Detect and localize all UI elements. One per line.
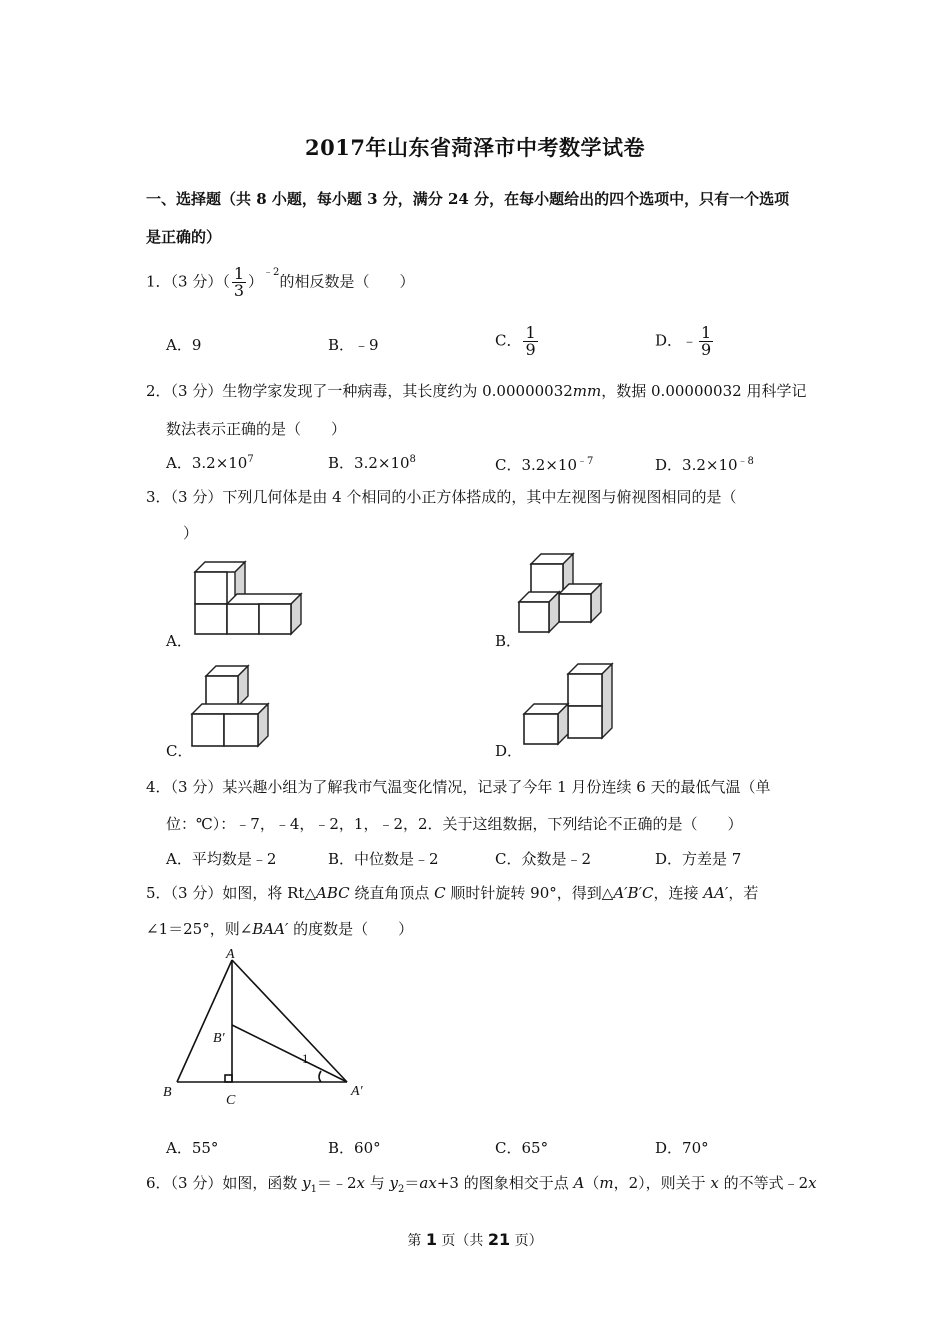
q2-c-base: C．3.2×10 [495, 456, 577, 474]
page-footer [0, 1230, 950, 1250]
question-5 [146, 882, 758, 903]
q1-prefix: 1．（3 分）（ [146, 272, 230, 291]
q2-text-a: 2．（3 分）生物学家发现了一种病毒，其长度约为 0.00000032 [146, 382, 573, 400]
label-ap: A′ [351, 1084, 363, 1099]
q1-d-den: 9 [701, 340, 712, 359]
q6-text-h: 的不等式﹣2 [718, 1174, 809, 1192]
q1-c-num: 1 [525, 323, 536, 342]
q2-unit: mm [572, 382, 602, 400]
q6-text-b: ＝﹣2 [316, 1174, 357, 1192]
q2-d-exp: ﹣8 [737, 456, 754, 467]
q4-option-c[interactable]: C．众数是﹣2 [495, 850, 592, 868]
q1-frac-den: 3 [233, 281, 245, 300]
question-4-cont: 位：℃）：﹣7，﹣4，﹣2，1，﹣2，2．关于这组数据，下列结论不正确的是（ ） [166, 815, 743, 833]
cube-figure-d [524, 664, 612, 744]
q1-option-d-fraction [699, 325, 713, 358]
question-2 [146, 380, 806, 401]
q5-baap: BAA′ [252, 920, 289, 938]
q2-option-c[interactable] [495, 452, 593, 475]
angle-1-arc [319, 1071, 321, 1082]
q6-text-f: （ [584, 1174, 600, 1192]
q4-option-b[interactable]: B．中位数是﹣2 [328, 850, 439, 868]
q1-option-d-label: D．﹣ [655, 331, 698, 350]
q5-text-e: ，若 [728, 884, 759, 902]
q2-b-base: B．3.2×10 [328, 454, 410, 472]
label-b: B [163, 1085, 172, 1100]
page-title: 2017年山东省菏泽市中考数学试卷 [305, 135, 645, 160]
q6-text-d: ＝ [404, 1174, 420, 1192]
q2-option-d[interactable] [655, 452, 754, 475]
q1-option-b[interactable]: B．﹣9 [328, 336, 379, 354]
label-c: C [226, 1093, 236, 1108]
q6-text-a: 6．（3 分）如图，函数 [146, 1174, 303, 1192]
q2-option-b[interactable] [328, 452, 416, 473]
q6-point-a: A [573, 1174, 585, 1192]
question-3: 3．（3 分）下列几何体是由 4 个相同的小正方体搭成的，其中左视图与俯视图相同的是（ [146, 488, 737, 506]
question-1 [146, 266, 414, 299]
q5-option-c[interactable]: C．65° [495, 1139, 549, 1157]
q5-triangle-figure [155, 945, 385, 1110]
footer-pre: 第 [407, 1233, 426, 1249]
q2-c-exp: ﹣7 [577, 456, 594, 467]
q1-option-c-label: C． [495, 331, 522, 350]
q6-y1: y [302, 1174, 311, 1192]
q6-y2-sub: 2 [398, 1184, 405, 1195]
q1-exponent: ﹣2 [263, 266, 280, 278]
q6-x2: x [710, 1174, 719, 1192]
q2-a-base: A．3.2×10 [166, 454, 248, 472]
q5-abc: ABC [315, 884, 350, 902]
q6-m: m [599, 1174, 614, 1192]
q5-option-a[interactable]: A．55° [166, 1139, 219, 1157]
q1-option-a[interactable]: A．9 [166, 336, 202, 354]
q2-b-exp: 8 [409, 454, 416, 465]
cube-figure-c [192, 666, 268, 746]
line-bpap [232, 1025, 347, 1082]
q3-option-b[interactable]: B． [495, 632, 522, 650]
q6-y1-sub: 1 [310, 1184, 317, 1195]
q5-text-a: 5．（3 分）如图，将 Rt△ [146, 884, 316, 902]
q3-option-c[interactable]: C． [166, 742, 193, 760]
q1-c-den: 9 [525, 340, 536, 359]
q3-figure-b [515, 550, 610, 635]
q3-option-d[interactable]: D． [495, 742, 523, 760]
q3-figure-a [185, 558, 310, 638]
q6-text-e: +3 的图象相交于点 [436, 1174, 574, 1192]
line-ab [177, 960, 232, 1082]
right-angle-mark [225, 1075, 232, 1082]
footer-total-pages: 21 [487, 1230, 511, 1249]
question-4: 4．（3 分）某兴趣小组为了解我市气温变化情况，记录了今年 1 月份连续 6 天的最低气温（单 [146, 778, 771, 796]
footer-mid: 页（共 [436, 1233, 488, 1249]
q5-text-b: 绕直角顶点 [349, 884, 435, 902]
cube-figure-a [195, 562, 301, 634]
q6-y2: y [389, 1174, 399, 1192]
q5-text-f: ∠1＝25°，则∠ [146, 920, 253, 938]
q6-ax: ax [419, 1174, 437, 1192]
q6-text-c: 与 [365, 1174, 390, 1192]
q5-c: C [434, 884, 446, 902]
q4-option-a[interactable]: A．平均数是﹣2 [166, 850, 277, 868]
q1-d-num: 1 [701, 323, 712, 342]
label-bp: B′ [213, 1031, 225, 1046]
q5-text-c: 顺时针旋转 90°，得到△ [445, 884, 614, 902]
q1-option-d[interactable] [655, 325, 715, 358]
q5-text-g: 的度数是（ ） [288, 920, 414, 938]
q5-apbpc: A′B′C [613, 884, 654, 902]
q1-paren: ） [248, 272, 264, 291]
section-heading-cont: 是正确的） [146, 228, 222, 246]
footer-page-number: 1 [425, 1230, 437, 1249]
q1-fraction [232, 266, 246, 299]
footer-post: 页） [510, 1233, 543, 1249]
q2-d-base: D．3.2×10 [655, 456, 738, 474]
q3-figure-c [188, 662, 278, 750]
label-angle-1: 1 [302, 1051, 309, 1066]
q5-option-d[interactable]: D．70° [655, 1139, 709, 1157]
question-5-cont [146, 918, 413, 939]
section-heading: 一、选择题（共 8 小题，每小题 3 分，满分 24 分，在每小题给出的四个选项中，只有一个选项 [146, 190, 790, 208]
cube-figure-b [519, 554, 601, 632]
question-2-cont: 数法表示正确的是（ ） [166, 420, 347, 438]
q6-x1: x [356, 1174, 365, 1192]
q4-option-d[interactable]: D．方差是 7 [655, 850, 742, 868]
q3-option-a[interactable]: A． [166, 632, 192, 650]
question-6 [146, 1172, 817, 1195]
question-3-cont: ） [183, 524, 199, 542]
q1-frac-num: 1 [233, 264, 245, 283]
q1-option-c[interactable] [495, 325, 540, 358]
q5-aap: AA′ [703, 884, 729, 902]
line-aap [232, 960, 347, 1082]
label-a: A [226, 947, 235, 962]
q2-a-exp: 7 [247, 454, 254, 465]
q1-tail: 的相反数是（ ） [279, 272, 415, 291]
q5-option-b[interactable]: B．60° [328, 1139, 381, 1157]
q5-text-d: ，连接 [653, 884, 704, 902]
q6-text-g: ，2），则关于 [613, 1174, 711, 1192]
q2-option-a[interactable] [166, 452, 254, 473]
q3-figure-d [520, 660, 625, 750]
q1-option-c-fraction [523, 325, 537, 358]
q2-text-b: ，数据 0.00000032 用科学记 [601, 382, 807, 400]
q6-x3: x [808, 1174, 817, 1192]
